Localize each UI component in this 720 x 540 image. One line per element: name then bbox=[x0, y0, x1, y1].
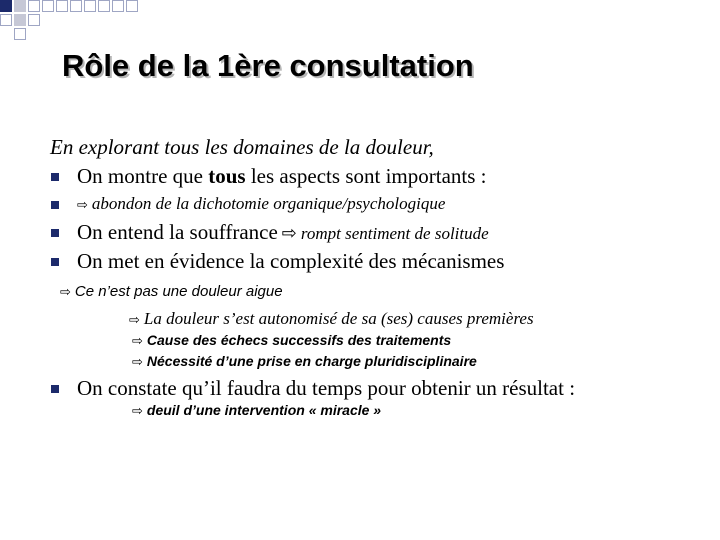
arrow-right-icon: ⇨ bbox=[129, 313, 140, 328]
bullet-tous-aspects bbox=[77, 164, 486, 189]
arrow-right-icon: ⇨ bbox=[60, 285, 71, 300]
intro-text: En explorant tous les domaines de la douleur, bbox=[50, 135, 434, 159]
bullet-souffrance bbox=[77, 220, 489, 245]
page-title: Rôle de la 1ère consultation bbox=[62, 48, 474, 83]
bullet-text: les aspects sont importants : bbox=[245, 164, 487, 188]
arrow-right-icon: ⇨ bbox=[132, 355, 143, 370]
decor-square bbox=[42, 0, 54, 12]
arrow-right-icon: ⇨ bbox=[132, 404, 143, 419]
decor-square bbox=[0, 14, 12, 26]
arrow-right-icon: ⇨ bbox=[132, 334, 143, 349]
sub-douleur-aigue bbox=[60, 283, 283, 300]
decor-square bbox=[84, 0, 96, 12]
outline-arrow-right-icon: ⇨ bbox=[281, 223, 297, 244]
decor-square bbox=[14, 28, 26, 40]
decor-square bbox=[112, 0, 124, 12]
decor-square bbox=[14, 0, 26, 12]
square-bullet-icon bbox=[51, 385, 59, 393]
sub-text: Ce n’est pas une douleur aigue bbox=[74, 283, 283, 300]
decor-square bbox=[28, 14, 40, 26]
sub-autonomise bbox=[129, 309, 534, 329]
bullet-dichotomie bbox=[77, 194, 445, 214]
bullet-bold-text: tous bbox=[208, 164, 246, 188]
header-decoration bbox=[0, 0, 720, 40]
sub-text: La douleur s’est autonomisé de sa (ses) causes premières bbox=[143, 309, 534, 328]
square-bullet-icon bbox=[51, 258, 59, 266]
decor-square bbox=[56, 0, 68, 12]
sub-pluridisciplinaire bbox=[132, 353, 477, 370]
bullet-text: On montre que bbox=[77, 164, 209, 188]
square-bullet-icon bbox=[51, 201, 59, 209]
decor-square bbox=[0, 0, 12, 12]
bullet-text: On entend la souffrance bbox=[77, 220, 278, 244]
decor-square bbox=[28, 0, 40, 12]
square-bullet-icon bbox=[51, 229, 59, 237]
decor-square bbox=[98, 0, 110, 12]
sub-text: Nécessité d’une prise en charge pluridisciplinaire bbox=[146, 353, 477, 369]
sub-echecs bbox=[132, 332, 451, 349]
sub-miracle bbox=[132, 402, 381, 419]
arrow-right-icon: ⇨ bbox=[77, 198, 88, 213]
decor-square bbox=[14, 14, 26, 26]
bullet-temps: On constate qu’il faudra du temps pour obtenir un résultat : bbox=[77, 376, 576, 400]
decor-square bbox=[126, 0, 138, 12]
bullet-sub-text: rompt sentiment de solitude bbox=[300, 224, 489, 243]
bullet-complexite: On met en évidence la complexité des mécanismes bbox=[77, 249, 505, 273]
sub-text: Cause des échecs successifs des traitements bbox=[146, 332, 452, 348]
bullet-text: abondon de la dichotomie organique/psychologique bbox=[91, 194, 446, 213]
square-bullet-icon bbox=[51, 173, 59, 181]
sub-text: deuil d’une intervention « miracle » bbox=[146, 402, 382, 418]
decor-square bbox=[70, 0, 82, 12]
